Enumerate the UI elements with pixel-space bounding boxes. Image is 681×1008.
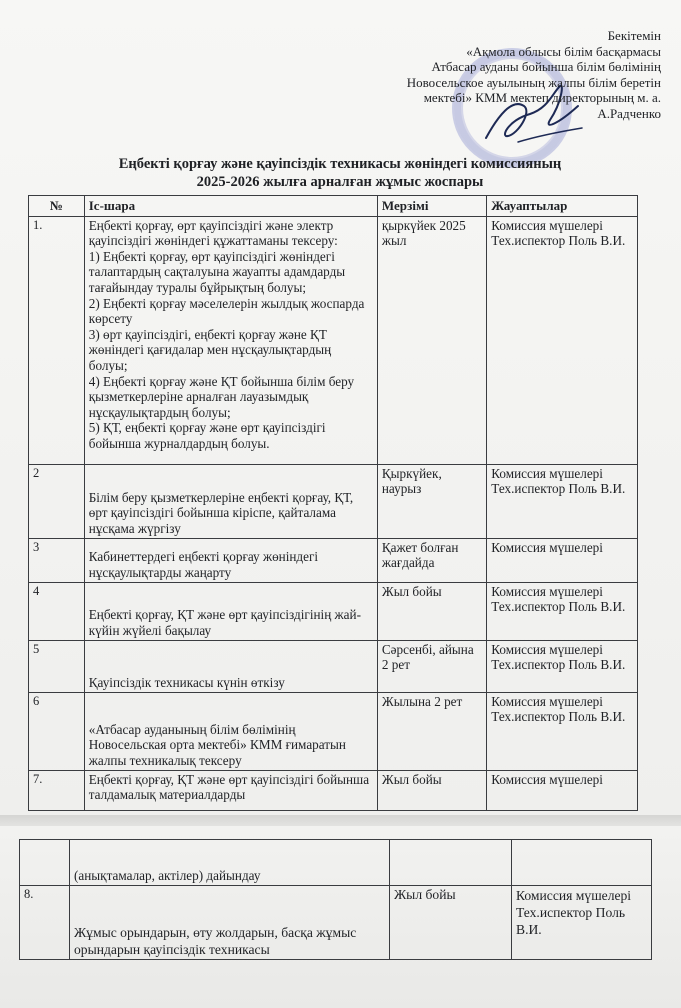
table-header-row bbox=[29, 196, 638, 217]
approval-line: Новосельское ауылының жалпы білім беретін bbox=[406, 74, 661, 90]
table-row bbox=[20, 840, 652, 886]
table-row bbox=[29, 692, 638, 770]
plan-table bbox=[28, 195, 638, 811]
approval-line: мектебі» КММ мектеп директорының м. а. bbox=[423, 90, 661, 106]
row-activity: Кабинеттердегі еңбекті қорғау жөніндегі нұсқаулықтарды жаңарту bbox=[84, 538, 377, 582]
row-number: 7. bbox=[29, 770, 85, 810]
row-number bbox=[20, 840, 70, 886]
row-activity: Білім беру қызметкерлеріне еңбекті қорғау, ҚТ, өрт қауіпсіздігі бойынша кіріспе, қайталама нұсқама жүргізу bbox=[84, 464, 377, 538]
row-activity bbox=[84, 216, 377, 464]
row-responsible: Комиссия мүшелері Тех.испектор Поль В.И. bbox=[487, 464, 638, 538]
table-row bbox=[20, 886, 652, 960]
approval-block bbox=[331, 28, 661, 122]
title-line-2: 2025-2026 жылға арналған жұмыс жоспары bbox=[196, 174, 484, 190]
row-responsible: Комиссия мүшелері Тех.испектор Поль В.И. bbox=[512, 886, 652, 960]
approval-line: А.Радченко bbox=[597, 105, 661, 121]
row-date: Жыл бойы bbox=[377, 582, 486, 640]
row-responsible: Комиссия мүшелері Тех.испектор Поль В.И. bbox=[487, 216, 638, 464]
row-date: Сәрсенбі, айына 2 рет bbox=[377, 640, 486, 692]
row-number: 5 bbox=[29, 640, 85, 692]
table-row bbox=[29, 640, 638, 692]
row-date: Жыл бойы bbox=[390, 886, 512, 960]
row-date: Қажет болған жағдайда bbox=[377, 538, 486, 582]
row-responsible: Комиссия мүшелері Тех.испектор Поль В.И. bbox=[487, 582, 638, 640]
title-line-1: Еңбекті қорғау және қауіпсіздік техникасы жөніндегі комиссияның bbox=[118, 156, 562, 172]
row-activity: (анықтамалар, актілер) дайындау bbox=[70, 840, 390, 886]
row-date: Қыркүйек, наурыз bbox=[377, 464, 486, 538]
plan-table-continued bbox=[19, 839, 652, 960]
row-date: Жылына 2 рет bbox=[377, 692, 486, 770]
row-responsible bbox=[512, 840, 652, 886]
row-number: 8. bbox=[20, 886, 70, 960]
row-responsible: Комиссия мүшелері Тех.испектор Поль В.И. bbox=[487, 692, 638, 770]
document-title bbox=[40, 155, 640, 191]
row-number: 6 bbox=[29, 692, 85, 770]
task-line: 4) Еңбекті қорғау және ҚТ бойынша білім беру қызметкерлеріне арналған лауазымдық нұсқаулықтардың болуы; bbox=[88, 373, 355, 420]
approval-line: Бекітемін bbox=[607, 28, 661, 43]
row-responsible: Комиссия мүшелері Тех.испектор Поль В.И. bbox=[487, 640, 638, 692]
row-activity: Жұмыс орындарын, өту жолдарын, басқа жұмыс орындарын қауіпсіздік техникасы bbox=[70, 886, 390, 960]
header-responsible: Жауаптылар bbox=[487, 196, 638, 217]
row-number: 2 bbox=[29, 464, 85, 538]
row-date bbox=[390, 840, 512, 886]
row-number: 1. bbox=[29, 216, 85, 464]
header-date: Мерзімі bbox=[377, 196, 486, 217]
row-activity: Қауіпсіздік техникасы күнін өткізу bbox=[84, 640, 377, 692]
row-activity: Еңбекті қорғау, ҚТ және өрт қауіпсіздігінің жай-күйін жүйелі бақылау bbox=[84, 582, 377, 640]
task-line: 3) өрт қауіпсіздігі, еңбекті қорғау және ҚТ жөніндегі қағидалар мен нұсқаулықтардың болуы; bbox=[88, 326, 332, 373]
header-number: № bbox=[29, 196, 85, 217]
row-number: 3 bbox=[29, 538, 85, 582]
approval-line: «Ақмола облысы білім басқармасы bbox=[466, 43, 661, 59]
row-responsible: Комиссия мүшелері bbox=[487, 770, 638, 810]
table-row bbox=[29, 216, 638, 464]
table-row bbox=[29, 538, 638, 582]
row-responsible: Комиссия мүшелері bbox=[487, 538, 638, 582]
page-gap bbox=[0, 815, 681, 826]
header-activity: Іс-шара bbox=[84, 196, 377, 217]
task-line: 1) Еңбекті қорғау, өрт қауіпсіздігі жөніндегі талаптардың сақталуына жауапты адамдарды тағайындау туралы бұйрықтың болуы; bbox=[88, 248, 346, 295]
task-line: Еңбекті қорғау, өрт қауіпсіздігі және электр қауіпсіздігі жөніндегі құжаттаманы тексеру: bbox=[88, 217, 338, 249]
row-activity: «Атбасар ауданының білім бөлімінің Новосельская орта мектебі» КММ ғимаратын жалпы техникалық тексеру bbox=[84, 692, 377, 770]
row-number: 4 bbox=[29, 582, 85, 640]
table-row bbox=[29, 582, 638, 640]
task-line: 2) Еңбекті қорғау мәселелерін жылдық жоспарда көрсету bbox=[88, 295, 365, 327]
approval-line: Атбасар ауданы бойынша білім бөлімінің bbox=[431, 59, 661, 75]
task-line: 5) ҚТ, еңбекті қорғау және өрт қауіпсіздігі бойынша журналдардың болуы. bbox=[88, 420, 326, 451]
table-row bbox=[29, 464, 638, 538]
table-row bbox=[29, 770, 638, 810]
row-date: Жыл бойы bbox=[377, 770, 486, 810]
row-date: қыркүйек 2025 жыл bbox=[377, 216, 486, 464]
row-activity: Еңбекті қорғау, ҚТ және өрт қауіпсіздігі бойынша талдамалық материалдарды bbox=[84, 770, 377, 810]
